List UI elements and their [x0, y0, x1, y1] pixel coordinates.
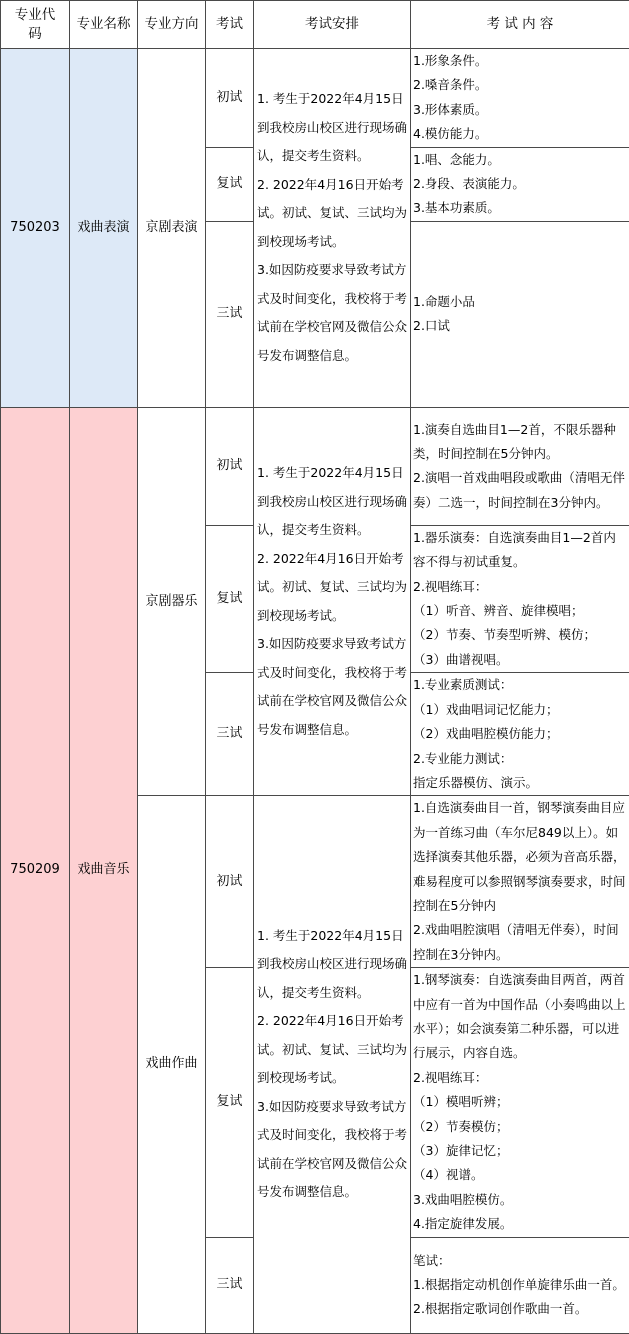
content-cell [411, 221, 629, 407]
direction-name: 戏曲作曲 [138, 796, 206, 1333]
round-label: 三试 [206, 221, 254, 407]
content-item: 2.视唱练耳： [413, 575, 627, 599]
schedule-cell [254, 796, 411, 1333]
schedule-item: 3.如因防疫要求导致考试方式及时间变化，我校将于考试前在学校官网及微信公众号发布调整信息。 [257, 630, 407, 744]
schedule-item: 2. 2022年4月16日开始考试。初试、复试、三试均为到校现场考试。 [257, 545, 407, 631]
content-item: 3.基本功素质。 [413, 196, 627, 220]
content-cell [411, 1237, 629, 1333]
header-code: 专业代码 [1, 1, 70, 49]
content-item: （1）模唱听辨； [413, 1090, 627, 1114]
schedule-item: 3.如因防疫要求导致考试方式及时间变化，我校将于考试前在学校官网及微信公众号发布调整信息。 [257, 256, 407, 370]
direction-name: 京剧表演 [138, 49, 206, 408]
content-item: 2.戏曲唱腔演唱（清唱无伴奏），时间控制在3分钟内。 [413, 918, 627, 967]
content-cell [411, 796, 629, 968]
table-row [1, 407, 629, 525]
schedule-item: 1. 考生于2022年4月15日到我校房山校区进行现场确认，提交考生资料。 [257, 922, 407, 1008]
content-cell [411, 49, 629, 148]
content-cell [411, 147, 629, 221]
header-direction: 专业方向 [138, 1, 206, 49]
content-item: 4.模仿能力。 [413, 122, 627, 146]
major-code: 750203 [1, 49, 70, 408]
header-name: 专业名称 [70, 1, 138, 49]
content-item: 2.身段、表演能力。 [413, 172, 627, 196]
content-item: （1）戏曲唱词记忆能力； [413, 698, 627, 722]
round-label: 初试 [206, 49, 254, 148]
content-item: 1.自选演奏曲目一首，钢琴演奏曲目应为一首练习曲（车尔尼849以上）。如选择演奏其他乐器，必须为音高乐器，难易程度可以参照钢琴演奏要求，时间控制在5分钟内 [413, 796, 627, 918]
round-label: 初试 [206, 796, 254, 968]
content-item: 1.演奏自选曲目1—2首，不限乐器种类，时间控制在5分钟内。 [413, 418, 627, 467]
content-item: （4）视谱。 [413, 1163, 627, 1187]
schedule-item: 2. 2022年4月16日开始考试。初试、复试、三试均为到校现场考试。 [257, 171, 407, 257]
content-cell [411, 525, 629, 672]
content-item: 2.根据指定歌词创作歌曲一首。 [413, 1297, 627, 1321]
content-item: 1.唱、念能力。 [413, 148, 627, 172]
content-item: 2.视唱练耳： [413, 1066, 627, 1090]
content-item: （1）听音、辨音、旋律模唱； [413, 599, 627, 623]
content-item: 4.指定旋律发展。 [413, 1212, 627, 1236]
content-item: 2.嗓音条件。 [413, 73, 627, 97]
major-name: 戏曲音乐 [70, 407, 138, 1333]
round-label: 复试 [206, 968, 254, 1237]
content-item: （2）节奏、节奏型听辨、模仿； [413, 623, 627, 647]
content-item: 笔试： [413, 1249, 627, 1273]
content-item: 2.演唱一首戏曲唱段或歌曲（清唱无伴奏）二选一，时间控制在3分钟内。 [413, 466, 627, 515]
content-item: 1.根据指定动机创作单旋律乐曲一首。 [413, 1273, 627, 1297]
content-cell [411, 968, 629, 1237]
header-row [1, 1, 629, 49]
content-item: 3.形体素质。 [413, 98, 627, 122]
schedule-cell [254, 407, 411, 795]
direction-name: 京剧器乐 [138, 407, 206, 795]
schedule-item: 3.如因防疫要求导致考试方式及时间变化，我校将于考试前在学校官网及微信公众号发布调整信息。 [257, 1093, 407, 1207]
schedule-item: 2. 2022年4月16日开始考试。初试、复试、三试均为到校现场考试。 [257, 1007, 407, 1093]
content-item: （2）节奏模仿； [413, 1115, 627, 1139]
content-item: 指定乐器模仿、演示。 [413, 771, 627, 795]
header-exam: 考试 [206, 1, 254, 49]
content-item: （3）曲谱视唱。 [413, 648, 627, 672]
round-label: 复试 [206, 147, 254, 221]
schedule-cell [254, 49, 411, 408]
content-item: 2.专业能力测试： [413, 747, 627, 771]
content-item: 1.钢琴演奏：自选演奏曲目两首，两首中应有一首为中国作品（小奏鸣曲以上水平）；如会演奏第二种乐器，可以进行展示，内容自选。 [413, 968, 627, 1066]
round-label: 三试 [206, 1237, 254, 1333]
content-cell [411, 407, 629, 525]
content-item: 1.命题小品 [413, 290, 627, 314]
major-name: 戏曲表演 [70, 49, 138, 408]
content-item: 1.器乐演奏：自选演奏曲目1—2首内容不得与初试重复。 [413, 526, 627, 575]
header-content: 考 试 内 容 [411, 1, 629, 49]
round-label: 初试 [206, 407, 254, 525]
major-code: 750209 [1, 407, 70, 1333]
table-row [1, 49, 629, 148]
content-item: 3.戏曲唱腔模仿。 [413, 1188, 627, 1212]
content-item: （3）旋律记忆； [413, 1139, 627, 1163]
content-item: 1.专业素质测试： [413, 673, 627, 697]
schedule-item: 1. 考生于2022年4月15日到我校房山校区进行现场确认，提交考生资料。 [257, 459, 407, 545]
round-label: 复试 [206, 525, 254, 672]
content-item: 2.口试 [413, 314, 627, 338]
schedule-item: 1. 考生于2022年4月15日到我校房山校区进行现场确认，提交考生资料。 [257, 85, 407, 171]
content-item: （2）戏曲唱腔模仿能力； [413, 722, 627, 746]
round-label: 三试 [206, 673, 254, 796]
header-schedule: 考试安排 [254, 1, 411, 49]
content-item: 1.形象条件。 [413, 49, 627, 73]
content-cell [411, 673, 629, 796]
